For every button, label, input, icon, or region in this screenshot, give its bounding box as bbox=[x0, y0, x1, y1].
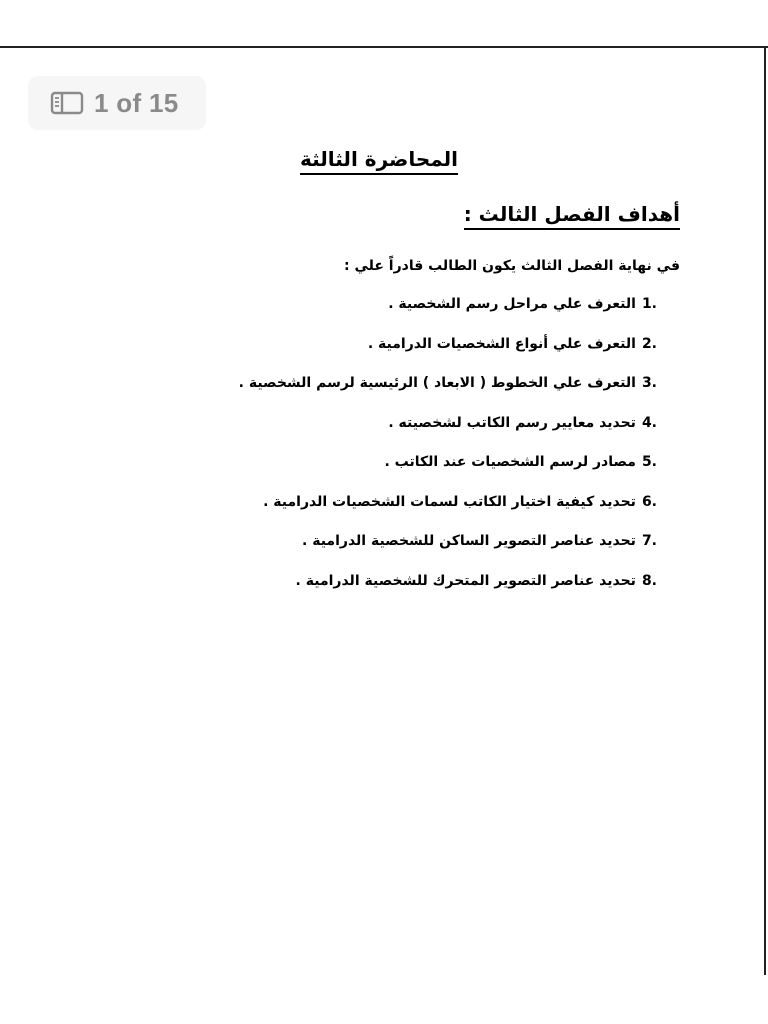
intro-text: في نهاية الفصل الثالث يكون الطالب قادراً علي : bbox=[343, 258, 680, 274]
page-count-label: 1 of 15 bbox=[94, 87, 179, 118]
objective-text: التعرف علي مراحل رسم الشخصية . bbox=[388, 296, 636, 312]
objective-text: تحديد معايير رسم الكاتب لشخصيته . bbox=[388, 414, 636, 431]
objective-number: 5. bbox=[641, 454, 657, 470]
objective-item bbox=[239, 411, 657, 451]
objective-text: تحديد عناصر التصوير المتحرك للشخصية الدرامية . bbox=[295, 572, 636, 589]
objective-text: مصادر لرسم الشخصيات عند الكاتب . bbox=[384, 454, 636, 470]
lecture-title bbox=[0, 147, 768, 171]
objectives-list bbox=[239, 292, 657, 608]
book-pages-icon bbox=[50, 91, 84, 115]
objective-text: التعرف علي أنواع الشخصيات الدرامية . bbox=[367, 335, 636, 352]
objective-number: 6. bbox=[641, 493, 657, 510]
objective-number: 3. bbox=[641, 375, 657, 391]
objective-text: تحديد عناصر التصوير الساكن للشخصية الدرامية . bbox=[302, 533, 636, 549]
objective-item bbox=[239, 450, 657, 490]
section-heading-text: أهداف الفصل الثالث : bbox=[464, 202, 680, 230]
objective-item bbox=[239, 292, 657, 332]
objective-number: 4. bbox=[641, 414, 657, 431]
objective-item bbox=[239, 332, 657, 372]
objective-item bbox=[239, 490, 657, 530]
objective-text: التعرف علي الخطوط ( الابعاد ) الرئيسية لرسم الشخصية . bbox=[238, 375, 636, 391]
objective-number: 8. bbox=[641, 572, 657, 589]
page-top-border bbox=[0, 46, 768, 48]
section-heading bbox=[464, 202, 680, 226]
objective-item bbox=[239, 569, 657, 609]
lecture-title-text: المحاضرة الثالثة bbox=[300, 147, 458, 175]
page-right-border bbox=[764, 47, 766, 975]
objective-item bbox=[239, 529, 657, 569]
objective-number: 2. bbox=[641, 335, 657, 352]
objective-item bbox=[239, 371, 657, 411]
objective-number: 7. bbox=[641, 533, 657, 549]
page-indicator-button[interactable] bbox=[28, 76, 206, 130]
objective-number: 1. bbox=[641, 296, 657, 312]
objective-text: تحديد كيفية اختيار الكاتب لسمات الشخصيات الدرامية . bbox=[263, 493, 636, 510]
